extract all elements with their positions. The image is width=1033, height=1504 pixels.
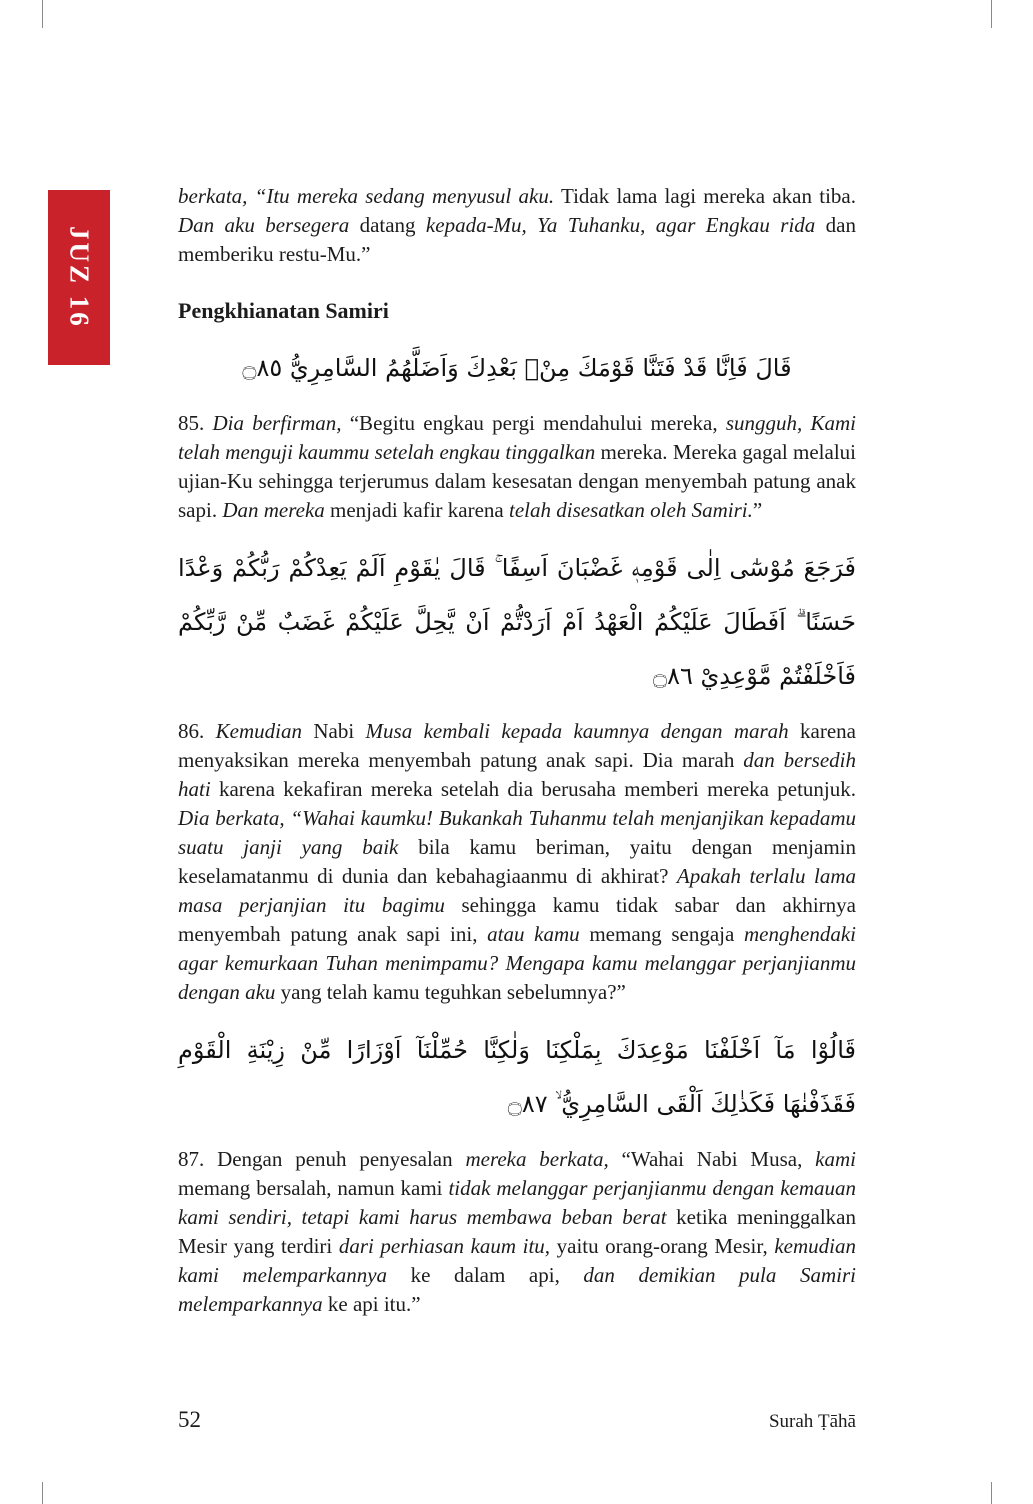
page-number: 52 [178, 1407, 201, 1432]
arabic-verse-87: قَالُوْا مَآ اَخْلَفْنَا مَوْعِدَكَ بِمَلْكِنَا وَلٰكِنَّا حُمِّلْنَآ اَوْزَارًا مِّنْ زِيْنَةِ الْقَوْمِ فَقَذَفْنٰهَا فَكَذٰلِكَ اَلْقَى السَّامِرِيُّ ۙ ۝٨٧ [178, 1036, 856, 1118]
continuation-paragraph: berkata, “Itu mereka sedang menyusul aku. Tidak lama lagi mereka akan tiba. Dan aku bersegera datang kepada-Mu, Ya Tuhanku, agar Engkau rida dan memberiku restu-Mu.” [178, 184, 856, 266]
arabic-verse-85: قَالَ فَاِنَّا قَدْ فَتَنَّا قَوْمَكَ مِنْۢ بَعْدِكَ وَاَضَلَّهُمُ السَّامِرِيُّ ۝٨٥ [242, 354, 792, 382]
crop-mark-top-right [991, 0, 992, 28]
crop-mark-bottom-right [991, 1482, 992, 1504]
arabic-verse-86: فَرَجَعَ مُوْسٰٓى اِلٰى قَوْمِهٖ غَضْبَانَ اَسِفًا ۚ قَالَ يٰقَوْمِ اَلَمْ يَعِدْكُمْ رَبُّكُمْ وَعْدًا حَسَنًا ۗ اَفَطَالَ عَلَيْكُمُ الْعَهْدُ اَمْ اَرَدْتُّمْ اَنْ يَّحِلَّ عَلَيْكُمْ غَضَبٌ مِّنْ رَّبِّكُمْ فَاَخْلَفْتُمْ مَّوْعِدِيْ ۝٨٦ [178, 554, 856, 690]
surah-name: Surah Ṭāhā [768, 1411, 856, 1432]
crop-mark-bottom-left [42, 1482, 43, 1504]
section-heading: Pengkhianatan Samiri [178, 298, 389, 323]
translation-verse-85: 85. Dia berfirman, “Begitu engkau pergi mendahului mereka, sungguh, Kami telah menguji kaummu setelah engkau tinggalkan mereka. Mereka gagal melalui ujian-Ku sehingga terjerumus dalam kesesatan dengan menyembah patung anak sapi. Dan mereka menjadi kafir karena telah disesatkan oleh Samiri.” [178, 411, 857, 522]
juz-tab [48, 190, 110, 365]
translation-verse-87: 87. Dengan penuh penyesalan mereka berkata, “Wahai Nabi Musa, kami memang bersalah, namun kami tidak melanggar perjanjianmu dengan kemauan kami sendiri, tetapi kami harus membawa beban berat ketika meninggalkan Mesir yang terdiri dari perhiasan kaum itu, yaitu orang-orang Mesir, kemudian kami melemparkannya ke dalam api, dan demikian pula Samiri melemparkannya ke api itu.” [178, 1147, 857, 1316]
translation-verse-86: 86. Kemudian Nabi Musa kembali kepada kaumnya dengan marah karena menyaksikan mereka menyembah patung anak sapi. Dia marah dan bersedih hati karena kekafiran mereka setelah dia berusaha memberi mereka petunjuk. Dia berkata, “Wahai kaumku! Bukankah Tuhanmu telah menjanjikan kepadamu suatu janji yang baik bila kamu beriman, yaitu dengan menjamin keselamatanmu di dunia dan kebahagiaanmu di akhirat? Apakah terlalu lama masa perjanjian itu bagimu sehingga kamu tidak sabar dan akhirnya menyembah patung anak sapi ini, atau kamu memang sengaja menghendaki agar kemurkaan Tuhan menimpamu? Mengapa kamu melanggar perjanjianmu dengan aku yang telah kamu teguhkan sebelumnya?” [178, 719, 857, 1004]
page-footer [178, 1407, 856, 1473]
crop-mark-top-left [42, 0, 43, 28]
juz-label: JUZ 16 [64, 226, 95, 329]
page-content [178, 0, 856, 1473]
